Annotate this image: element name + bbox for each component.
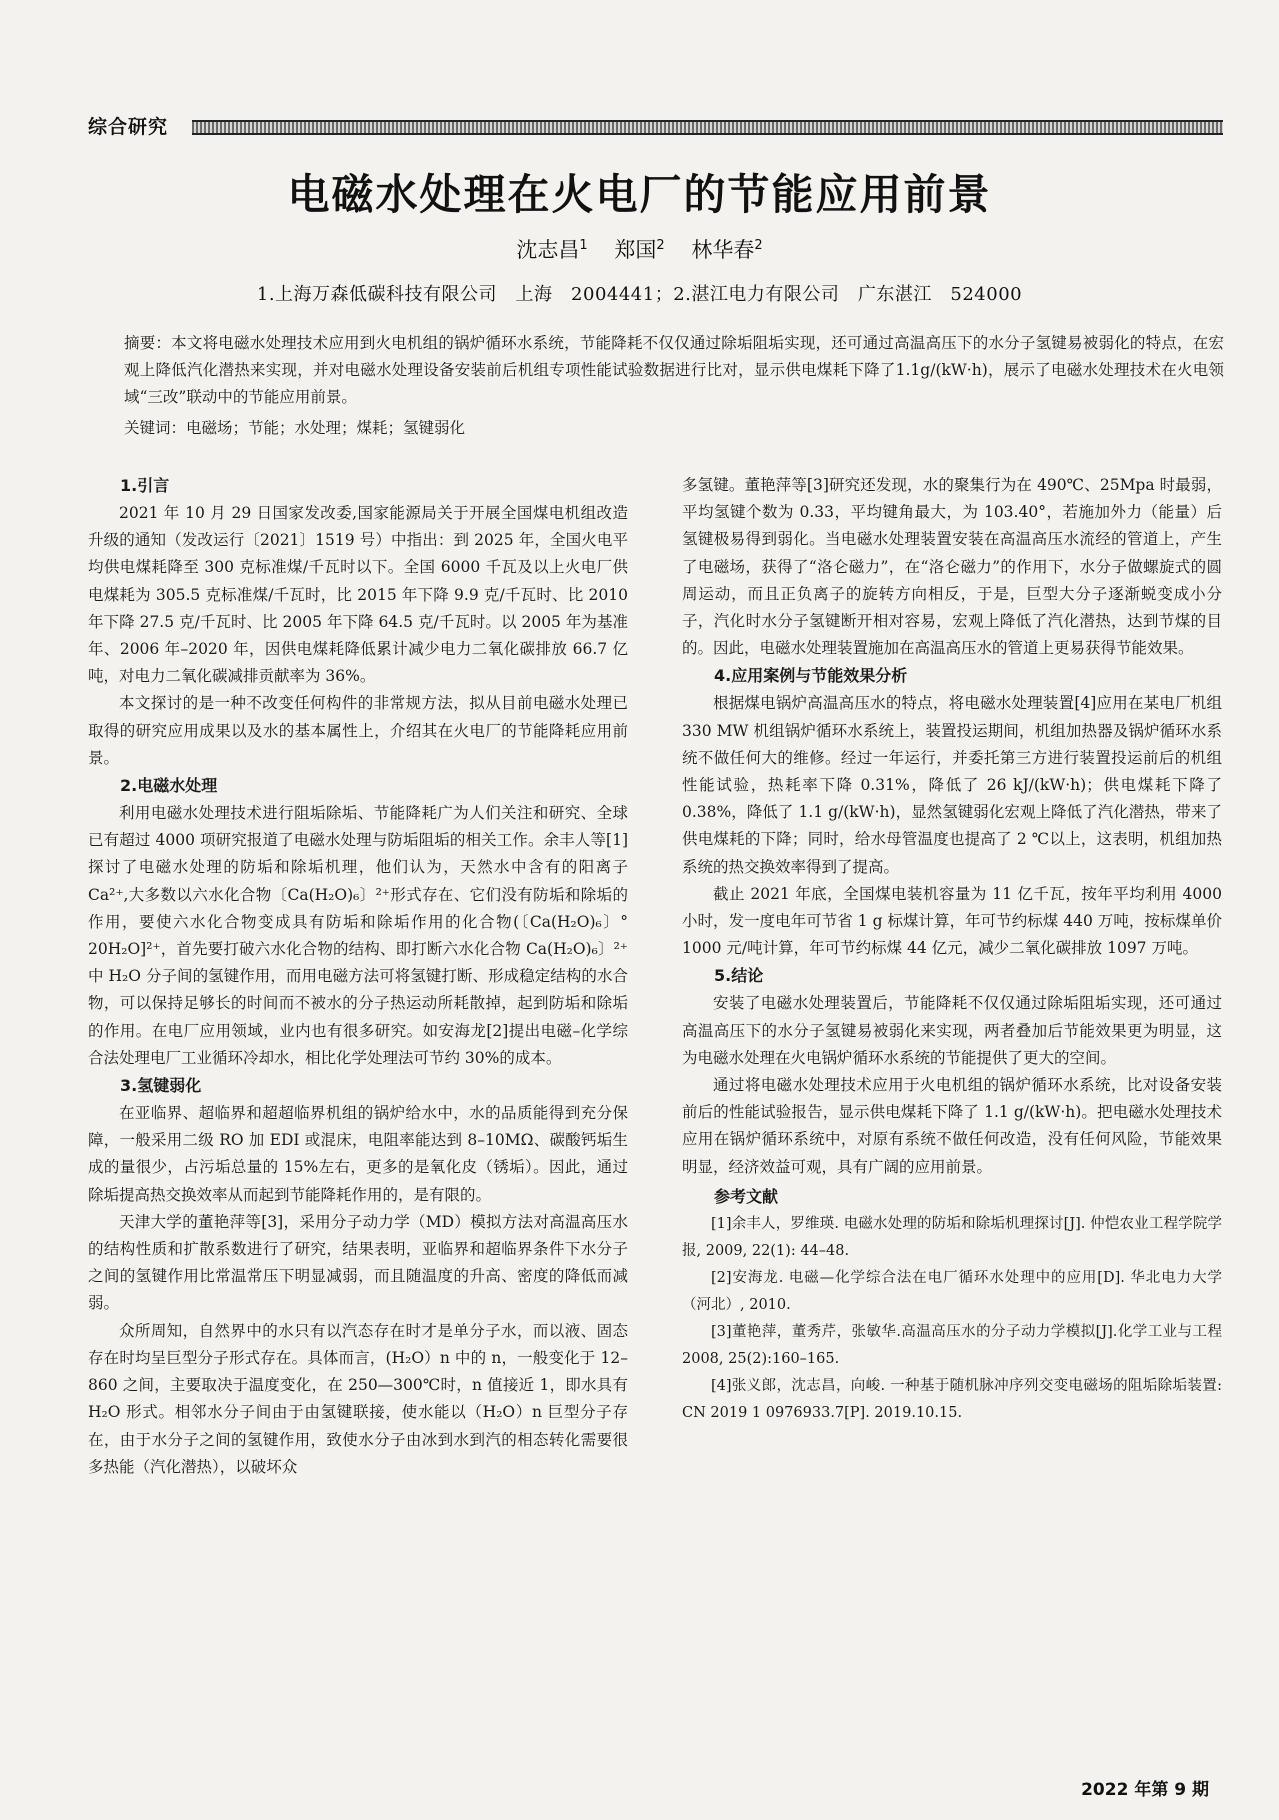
paragraph: 在亚临界、超临界和超超临界机组的锅炉给水中，水的品质能得到充分保障，一般采用二级 RO 加 EDI 或混床，电阻率能达到 8–10MΩ、碳酸钙垢生成的量很少，占污垢总量的 15%左右，更多的是氧化皮（锈垢）。因此，通过除垢提高热交换效率从而起到节能降耗作用的，是有限的。 xyxy=(88,1104,628,1204)
paragraph: 天津大学的董艳萍等[3]，采用分子动力学（MD）模拟方法对高温高压水的结构性质和扩散系数进行了研究，结果表明，亚临界和超临界条件下水分子之间的氢键作用比常温常压下明显减弱，而且随温度的升高、密度的降低而减弱。 xyxy=(88,1212,628,1313)
section-label: 综合研究 xyxy=(88,116,169,138)
abstract-text: 本文将电磁水处理技术应用到火电机组的锅炉循环水系统，节能降耗不仅仅通过除垢阻垢实现，还可通过高温高压下的水分子氢键易被弱化的特点，在宏观上降低汽化潜热来实现，并对电磁水处理设备安装前后机组专项性能试验数据进行比对，显示供电煤耗下降了1.1g/(kW·h)，展示了电磁水处理技术在火电领域“三改”联动中的节能应用前景。 xyxy=(124,334,1224,406)
paragraph: 通过将电磁水处理技术应用于火电机组的锅炉循环水系统，比对设备安装前后的性能试验报告，显示供电煤耗下降了 1.1 g/(kW·h)。把电磁水处理技术应用在锅炉循环系统中，对原有系统不做任何改造，没有任何风险，节能效果明显，经济效益可观，具有广阔的应用前景。 xyxy=(682,1076,1222,1176)
article-title: 电磁水处理在火电厂的节能应用前景 xyxy=(287,170,992,219)
reference-item: [4]张义郎，沈志昌，向峻. 一种基于随机脉冲序列交变电磁场的阻垢除垢装置: CN 2019 1 0976933.7[P]. 2019.10.15. xyxy=(682,1377,1222,1421)
issue-number: 2022 年第 9 期 xyxy=(1081,1780,1209,1800)
paragraph: 根据煤电锅炉高温高压水的特点，将电磁水处理装置[4]应用在某电厂机组 330 MW 机组锅炉循环水系统上，装置投运期间，机组加热器及锅炉循环水系统不做任何大的维修。经过一年运行，并委托第三方进行装置投运前后的机组性能试验，热耗率下降 0.31%，降低了 26 kJ/(kW·h)；供电煤耗下降了 0.38%，降低了 1.1 g/(kW·h)，显然氢键弱化宏观上降低了汽化潜热，带来了供电煤耗的下降；同时，给水母管温度也提高了 2 ℃以上，这表明，机组加热系统的热交换效率得到了提高。 xyxy=(682,694,1222,876)
keywords-label: 关键词： xyxy=(124,419,187,437)
paragraph: 多氢键。董艳萍等[3]研究还发现，水的聚集行为在 490℃、25Mpa 时最弱，平均氢键个数为 0.33，平均键角最大，为 103.40°，若施加外力（能量）后氢键极易得到弱化。当电磁水处理装置安装在高温高压水流经的管道上，产生了电磁场，获得了“洛仑磁力”，在“洛仑磁力”的作用下，水分子做螺旋式的圆周运动，而且正负离子的旋转方向相反，于是，巨型大分子逐渐蜕变成小分子，汽化时水分子氢键断开相对容易，宏观上降低了汽化潜热，达到节煤的目的。因此，电磁水处理装置施加在高温高压水的管道上更易获得节能效果。 xyxy=(682,476,1222,658)
section-heading: 2.电磁水处理 xyxy=(120,776,218,796)
paragraph: 本文探讨的是一种不改变任何构件的非常规方法，拟从目前电磁水处理已取得的研究应用成果以及水的基本属性上，介绍其在火电厂的节能降耗应用前景。 xyxy=(88,694,628,767)
abstract-label: 摘要： xyxy=(124,334,172,352)
right-column xyxy=(682,472,1222,1427)
affiliation: 1.上海万森低碳科技有限公司 上海 2004441；2.湛江电力有限公司 广东湛江 524000 xyxy=(256,284,1023,305)
left-column xyxy=(88,472,628,1481)
section-header xyxy=(88,112,1223,138)
reference-item: [3]董艳萍，董秀芹，张敏华.高温高压水的分子动力学模拟[J].化学工业与工程 2008, 25(2):160–165. xyxy=(682,1323,1222,1367)
reference-item: [2]安海龙. 电磁—化学综合法在电厂循环水处理中的应用[D]. 华北电力大学（河北）, 2010. xyxy=(682,1269,1222,1313)
paragraph: 众所周知，自然界中的水只有以汽态存在时才是单分子水，而以液、固态存在时均呈巨型分子形式存在。具体而言，(H₂O）n 中的 n，一般变化于 12–860 之间，主要取决于温度变化，在 250—300℃时，n 值接近 1，即水具有 H₂O 形式。相邻水分子间由于由氢键联接，使水能以（H₂O）n 巨型分子存在，由于水分子之间的氢键作用，致使水分子由冰到水到汽的相态转化需要很多热能（汽化潜热），以破坏众 xyxy=(88,1321,628,1476)
paragraph: 截止 2021 年底，全国煤电装机容量为 11 亿千瓦，按年平均利用 4000 小时，发一度电年可节省 1 g 标煤计算，年可节约标煤 440 万吨，按标煤单价 1000 元/吨计算，年可节约标煤 44 亿元，减少二氧化碳排放 1097 万吨。 xyxy=(682,884,1222,958)
author-list xyxy=(0,234,1279,264)
author: 沈志昌$^1$ xyxy=(516,238,588,262)
paragraph: 安装了电磁水处理装置后，节能降耗不仅仅通过除垢阻垢实现，还可通过高温高压下的水分子氢键易被弱化来实现，两者叠加后节能效果更为明显，这为电磁水处理在火电锅炉循环水系统的节能提供了更大的空间。 xyxy=(682,994,1222,1067)
keywords xyxy=(124,415,1224,442)
reference-item: [1]余丰人，罗维瑛. 电磁水处理的防垢和除垢机理探讨[J]. 仲恺农业工程学院学报, 2009, 22(1): 44–48. xyxy=(682,1215,1222,1259)
paragraph: 利用电磁水处理技术进行阻垢除垢、节能降耗广为人们关注和研究、全球已有超过 4000 项研究报道了电磁水处理与防垢阻垢的相关工作。余丰人等[1]探讨了电磁水处理的防垢和除垢机理，他们认为，天然水中含有的阳离子 Ca²⁺,大多数以六水化合物〔Ca(H₂O)₆〕²⁺形式存在、它们没有防垢和除垢的作用，要使六水化合物变成具有防垢和除垢作用的化合物(〔Ca(H₂O)₆〕° 20H₂O]²⁺，首先要打破六水化合物的结构、即打断六水化合物 Ca(H₂O)₆〕²⁺中 H₂O 分子间的氢键作用，而用电磁方法可将氢键打断、形成稳定结构的水合物，可以保持足够长的时间而不被水的分子热运动所耗散掉，起到防垢和除垢的作用。在电厂应用领域，业内也有很多研究。如安海龙[2]提出电磁–化学综合法处理电厂工业循环冷却水，相比化学处理法可节约 30%的成本。 xyxy=(88,804,628,1067)
section-heading: 3.氢键弱化 xyxy=(120,1076,202,1096)
references-heading: 参考文献 xyxy=(714,1186,779,1206)
keywords-text: 电磁场；节能；水处理；煤耗；氢键弱化 xyxy=(186,419,466,437)
abstract xyxy=(124,330,1224,411)
section-heading: 5.结论 xyxy=(714,966,764,986)
header-rule xyxy=(192,120,1223,135)
section-heading: 1.引言 xyxy=(120,476,170,495)
section-heading: 4.应用案例与节能效果分析 xyxy=(714,666,908,686)
author: 郑国$^2$ xyxy=(614,238,665,262)
author: 林华春$^2$ xyxy=(691,238,763,262)
paragraph: 2021 年 10 月 29 日国家发改委,国家能源局关于开展全国煤电机组改造升级的通知（发改运行〔2021〕1519 号）中指出：到 2025 年，全国火电平均供电煤耗降至 300 克标准煤/千瓦时以下。全国 6000 千瓦及以上火电厂供电煤耗为 305.5 克标准煤/千瓦时，比 2015 年下降 9.9 克/千瓦时、比 2010 年下降 27.5 克/千瓦时、比 2005 年下降 64.5 克/千瓦时。以 2005 年为基准年、2006 年–2020 年，因供电煤耗降低累计减少电力二氧化碳排放 66.7 亿吨，对电力二氧化碳减排贡献率为 36%。 xyxy=(88,504,628,686)
